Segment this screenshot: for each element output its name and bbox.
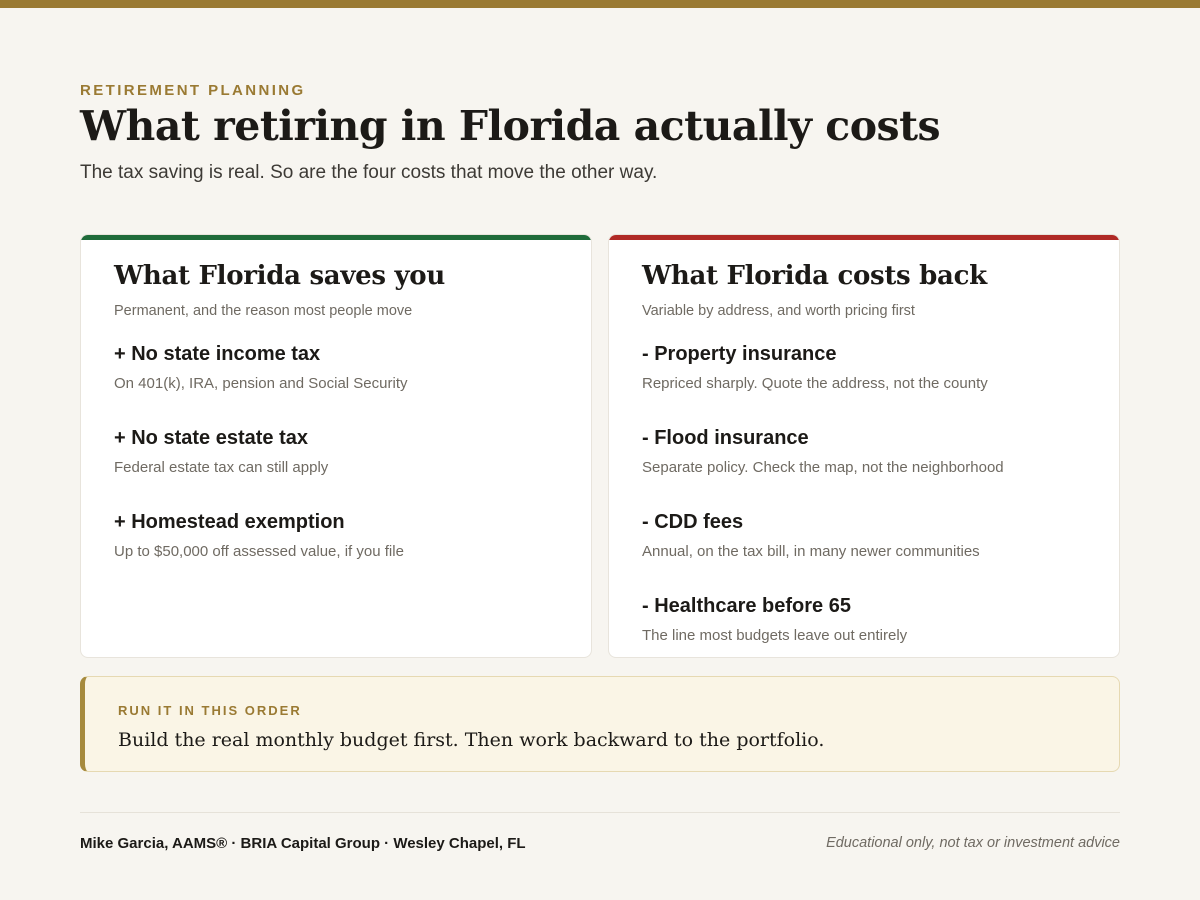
costs-item-title: - Flood insurance	[642, 427, 809, 449]
page-title: What retiring in Florida actually costs	[80, 102, 941, 150]
costs-card	[608, 234, 1120, 658]
costs-card-title: What Florida costs back	[642, 261, 987, 291]
costs-item-desc: The line most budgets leave out entirely	[642, 627, 908, 644]
saves-card-subtitle: Permanent, and the reason most people move	[114, 303, 413, 319]
costs-card-subtitle: Variable by address, and worth pricing first	[642, 303, 915, 319]
saves-item-desc: Federal estate tax can still apply	[114, 459, 329, 476]
order-callout	[80, 676, 1120, 772]
costs-item-flood-insurance	[642, 427, 1004, 476]
saves-card	[80, 234, 592, 658]
saves-item-desc: Up to $50,000 off assessed value, if you file	[114, 543, 404, 560]
saves-item-title: + Homestead exemption	[114, 511, 345, 533]
costs-item-desc: Separate policy. Check the map, not the neighborhood	[642, 459, 1004, 476]
costs-card-accent	[609, 235, 1119, 240]
saves-item-income-tax	[114, 343, 407, 392]
saves-item-estate-tax	[114, 427, 328, 476]
costs-item-title: - Healthcare before 65	[642, 595, 851, 617]
costs-item-title: - CDD fees	[642, 511, 744, 533]
costs-item-healthcare	[642, 595, 907, 644]
saves-item-desc: On 401(k), IRA, pension and Social Security	[114, 375, 408, 392]
callout-label: RUN IT IN THIS ORDER	[118, 703, 302, 718]
costs-item-property-insurance	[642, 343, 988, 392]
footer-divider	[80, 812, 1120, 813]
callout-text: Build the real monthly budget first. Then work backward to the portfolio.	[118, 729, 825, 751]
page-subtitle: The tax saving is real. So are the four costs that move the other way.	[80, 162, 658, 183]
saves-item-title: + No state income tax	[114, 343, 321, 365]
saves-item-title: + No state estate tax	[114, 427, 308, 449]
section-eyebrow: RETIREMENT PLANNING	[80, 82, 306, 99]
costs-item-desc: Repriced sharply. Quote the address, not the county	[642, 375, 988, 392]
footer-disclaimer: Educational only, not tax or investment advice	[826, 835, 1120, 851]
saves-card-title: What Florida saves you	[114, 261, 445, 291]
costs-item-title: - Property insurance	[642, 343, 837, 365]
saves-card-accent	[81, 235, 591, 240]
costs-item-desc: Annual, on the tax bill, in many newer communities	[642, 543, 980, 560]
costs-item-cdd-fees	[642, 511, 980, 560]
top-accent-bar	[0, 0, 1200, 8]
saves-item-homestead	[114, 511, 404, 560]
footer-credit: Mike Garcia, AAMS® · BRIA Capital Group · Wesley Chapel, FL	[80, 835, 526, 852]
